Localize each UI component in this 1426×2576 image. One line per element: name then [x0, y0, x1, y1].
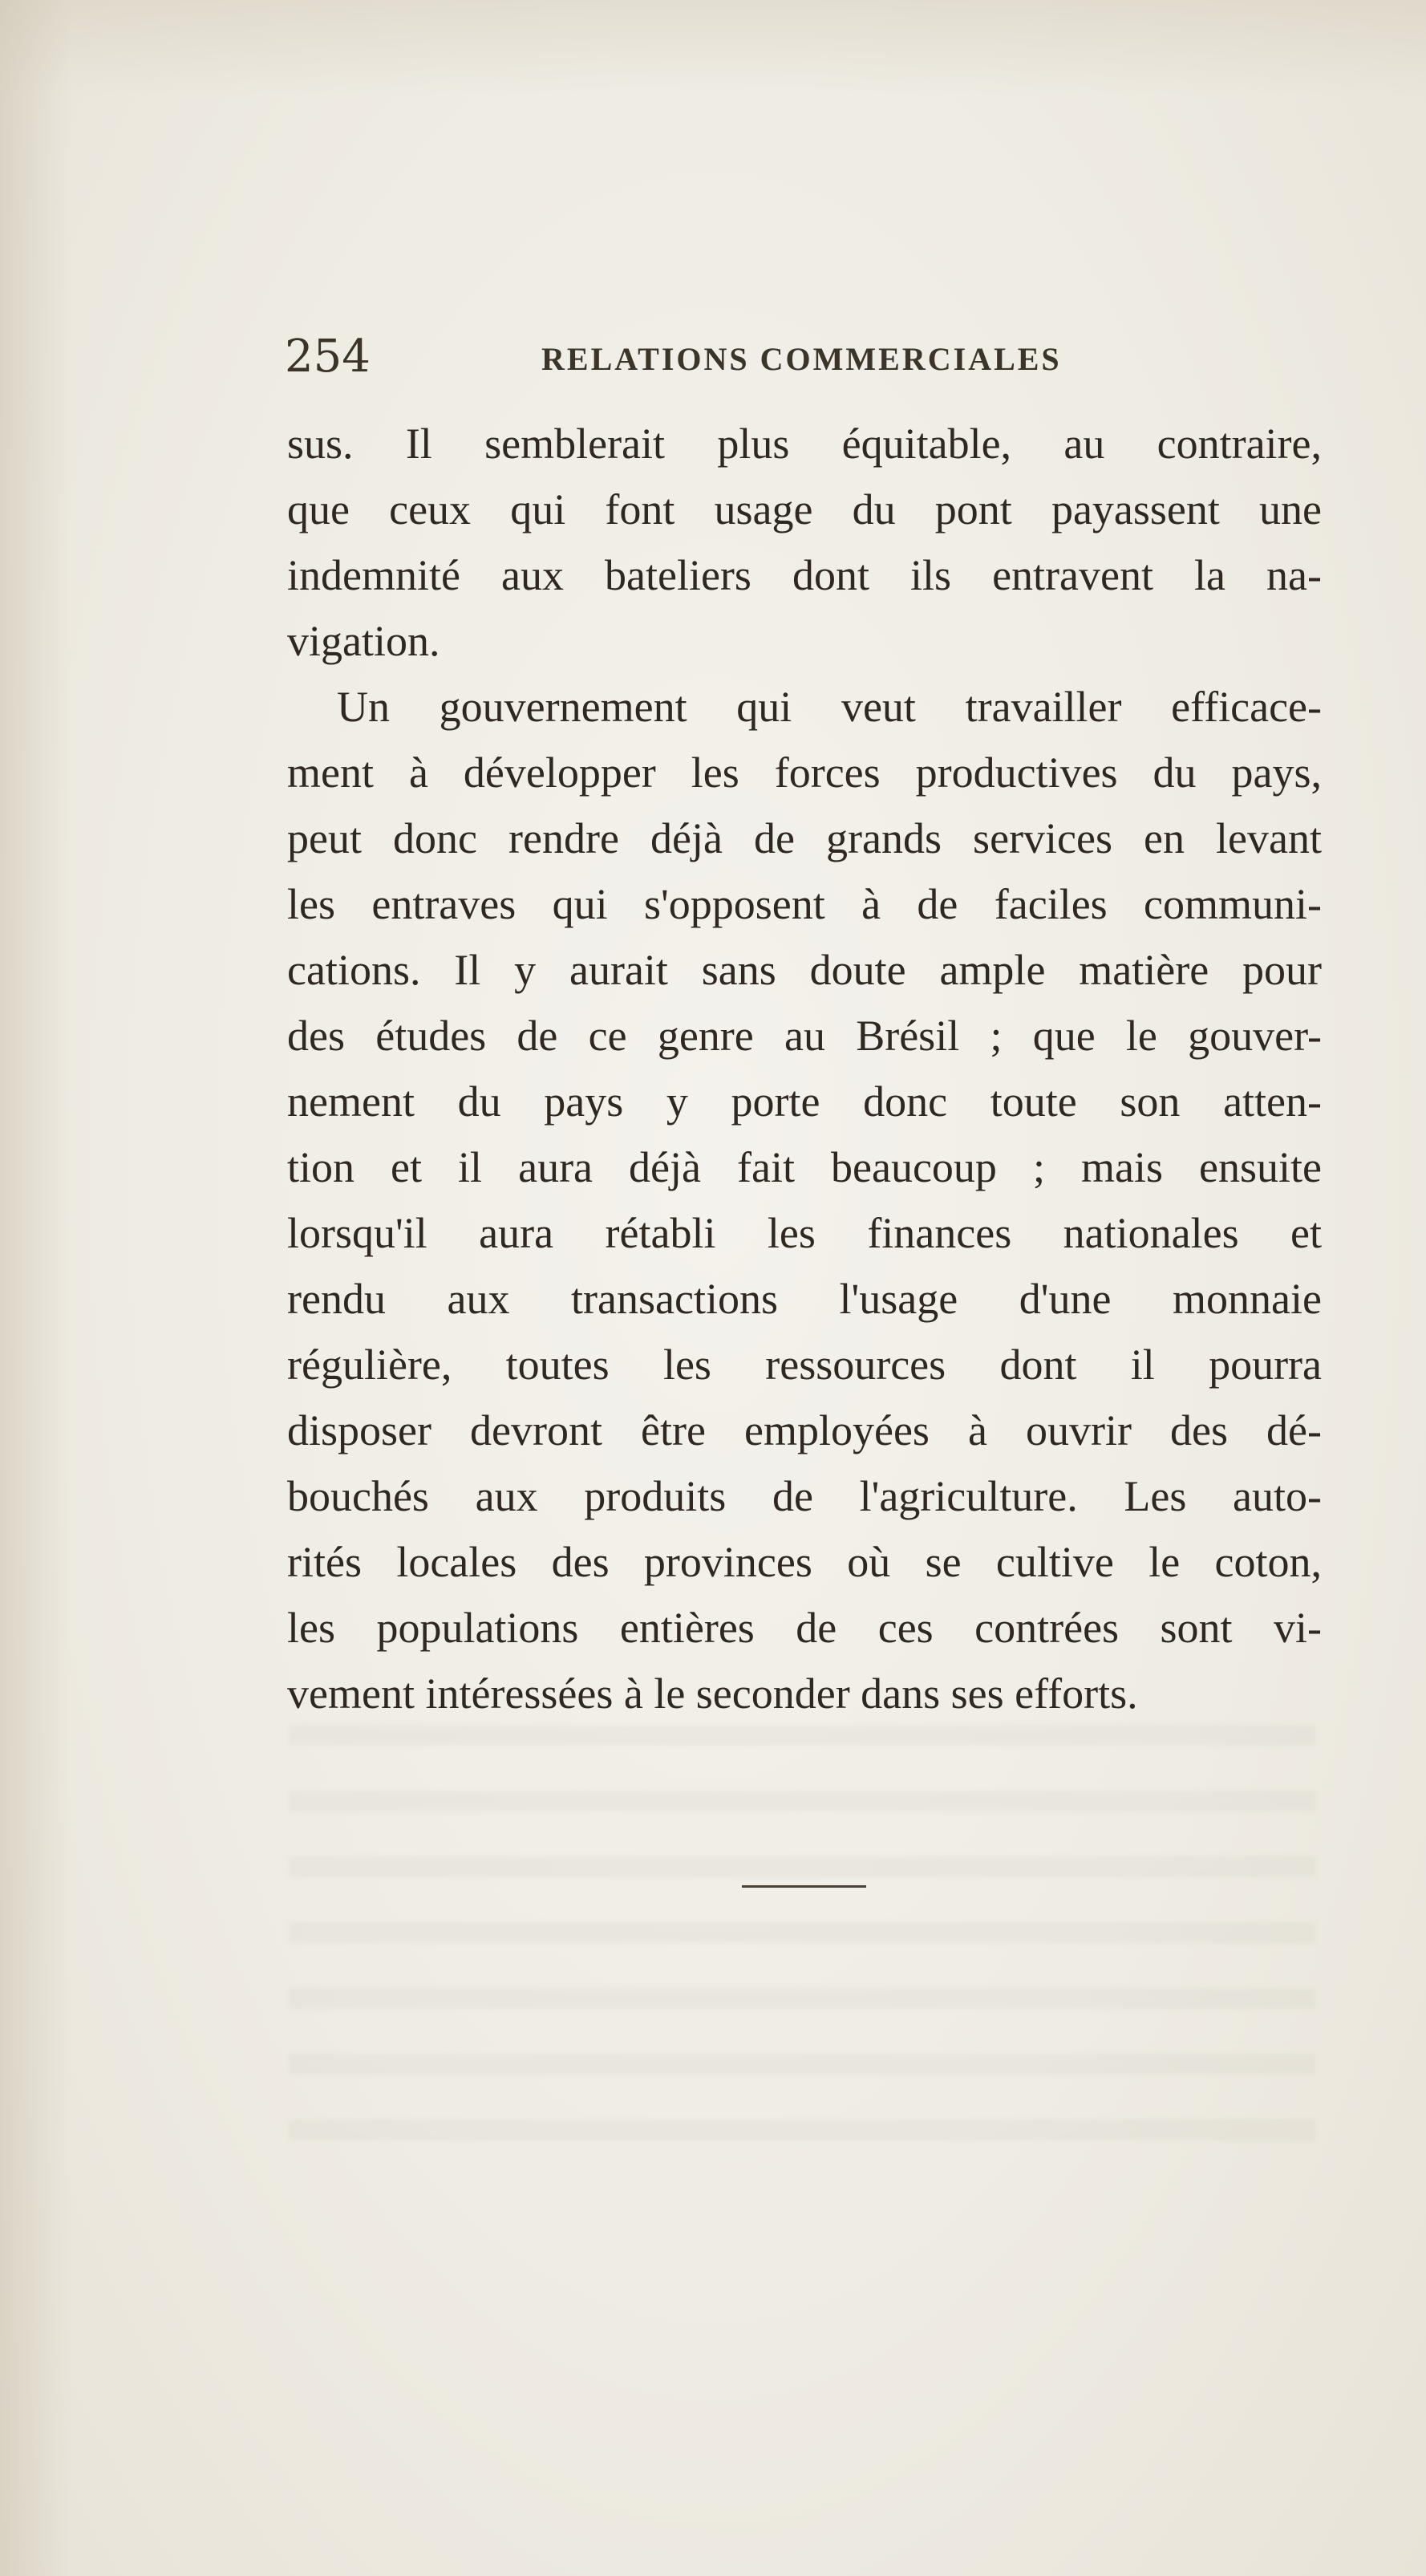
text-line: tion et il aura déjà fait beaucoup ; mais ensuite	[287, 1143, 1322, 1191]
text-line: rités locales des provinces où se cultive le coton,	[287, 1538, 1322, 1586]
page-edge-shadow-top	[0, 0, 1426, 96]
text-line: que ceux qui font usage du pont payassent une	[287, 485, 1322, 533]
text-line: régulière, toutes les ressources dont il pourra	[287, 1341, 1322, 1389]
text-line: bouchés aux produits de l'agriculture. Les auto-	[287, 1472, 1322, 1520]
text-line: disposer devront être employées à ouvrir des dé-	[287, 1406, 1322, 1454]
running-head-title: RELATIONS COMMERCIALES	[541, 341, 1062, 377]
text-line: cations. Il y aurait sans doute ample matière pour	[287, 946, 1322, 994]
text-line: des études de ce genre au Brésil ; que le gouver-	[287, 1012, 1322, 1060]
text-line: vement intéressées à le seconder dans ses efforts.	[287, 1669, 1138, 1718]
text-line: ment à développer les forces productives du pays,	[287, 748, 1322, 797]
text-line: sus. Il semblerait plus équitable, au contraire,	[287, 420, 1322, 468]
text-line: rendu aux transactions l'usage d'une monnaie	[287, 1275, 1322, 1323]
text-line: lorsqu'il aura rétabli les finances nationales et	[287, 1209, 1322, 1257]
text-line: les populations entières de ces contrées sont vi-	[287, 1604, 1322, 1652]
page-number: 254	[285, 331, 371, 383]
text-line: indemnité aux bateliers dont ils entravent la na-	[287, 551, 1322, 599]
text-line: vigation.	[287, 617, 440, 665]
page-edge-shadow-left	[0, 0, 72, 2576]
body-text	[287, 411, 1322, 1726]
section-divider-rule	[742, 1885, 866, 1888]
running-head	[285, 329, 1327, 385]
text-line: les entraves qui s'opposent à de faciles communi-	[287, 880, 1322, 928]
text-line: nement du pays y porte donc toute son atten-	[287, 1077, 1322, 1126]
text-line: peut donc rendre déjà de grands services en levant	[287, 814, 1322, 862]
bleed-through-texture	[289, 1725, 1315, 2174]
paragraph-first-line: Un gouvernement qui veut travailler efficace-	[337, 683, 1322, 731]
